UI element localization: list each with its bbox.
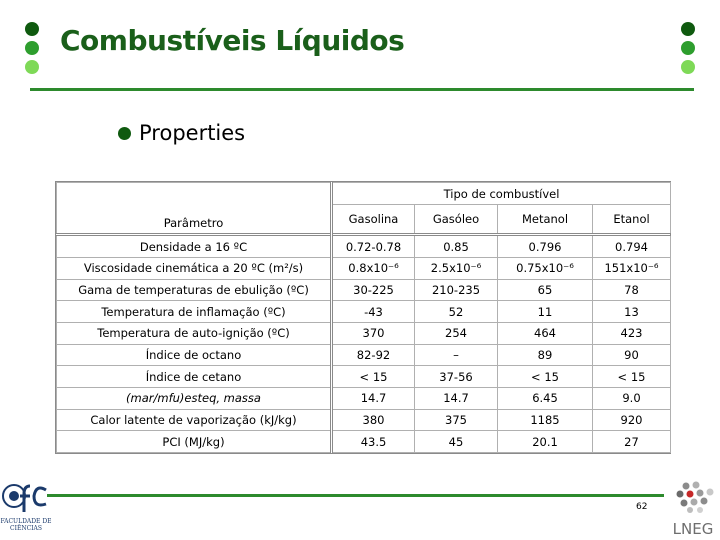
row-param: Temperatura de auto-ignição (ºC): [57, 323, 332, 345]
column-header-gasoleo: Gasóleo: [415, 205, 498, 235]
cell-value: 90: [593, 344, 671, 366]
table-row: [57, 344, 671, 366]
table-row: [57, 235, 671, 258]
fuel-type-group-header: Tipo de combustível: [332, 183, 671, 205]
title-divider: [30, 88, 694, 91]
cell-value: 423: [593, 323, 671, 345]
row-param: Viscosidade cinemática a 20 ºC (m²/s): [57, 258, 332, 280]
table-row: [57, 301, 671, 323]
row-param: Índice de octano: [57, 344, 332, 366]
decor-dot-left-1: [25, 22, 39, 36]
cell-value: 65: [498, 279, 593, 301]
cell-value: 210-235: [415, 279, 498, 301]
cell-value: 14.7: [415, 387, 498, 409]
cell-value: 1185: [498, 409, 593, 431]
row-param: Densidade a 16 ºC: [57, 235, 332, 258]
cell-value: 11: [498, 301, 593, 323]
cell-value: 920: [593, 409, 671, 431]
cell-value: 78: [593, 279, 671, 301]
row-param: Índice de cetano: [57, 366, 332, 388]
decor-dot-left-3: [25, 60, 39, 74]
cell-value: 43.5: [332, 431, 415, 453]
table-row: [57, 387, 671, 409]
table-row: [57, 431, 671, 453]
slide-title: Combustíveis Líquidos: [60, 24, 405, 57]
decor-dot-right-3: [681, 60, 695, 74]
cell-value: 0.75x10⁻⁶: [498, 258, 593, 280]
row-param: (mar/mfu)esteq, massa: [57, 387, 332, 409]
table-row: [57, 258, 671, 280]
row-param: PCI (MJ/kg): [57, 431, 332, 453]
cell-value: 2.5x10⁻⁶: [415, 258, 498, 280]
page-number: 62: [636, 502, 648, 512]
cell-value: 9.0: [593, 387, 671, 409]
cell-value: < 15: [498, 366, 593, 388]
cell-value: 89: [498, 344, 593, 366]
cell-value: 0.72-0.78: [332, 235, 415, 258]
cell-value: 14.7: [332, 387, 415, 409]
bullet-text: Properties: [139, 121, 246, 145]
cell-value: 375: [415, 409, 498, 431]
cell-value: 0.85: [415, 235, 498, 258]
decor-dot-left-2: [25, 41, 39, 55]
table-row: [57, 279, 671, 301]
table-row: [57, 409, 671, 431]
bullet-dot-icon: [118, 127, 131, 140]
cell-value: 52: [415, 301, 498, 323]
cell-value: 380: [332, 409, 415, 431]
cell-value: 151x10⁻⁶: [593, 258, 671, 280]
cell-value: 20.1: [498, 431, 593, 453]
table-row: [57, 366, 671, 388]
cell-value: 30-225: [332, 279, 415, 301]
cell-value: 0.794: [593, 235, 671, 258]
cell-value: -43: [332, 301, 415, 323]
footer-divider: [47, 494, 664, 497]
cell-value: 45: [415, 431, 498, 453]
cell-value: 464: [498, 323, 593, 345]
column-header-gasolina: Gasolina: [332, 205, 415, 235]
properties-table-container: [55, 181, 671, 454]
cell-value: 6.45: [498, 387, 593, 409]
faculdade-ciencias-caption: FACULDADE DE CIÊNCIAS: [0, 518, 52, 532]
decor-dot-right-1: [681, 22, 695, 36]
row-param: Gama de temperaturas de ebulição (ºC): [57, 279, 332, 301]
row-param: Calor latente de vaporização (kJ/kg): [57, 409, 332, 431]
cell-value: –: [415, 344, 498, 366]
lneg-logo-text: LNEG: [672, 520, 714, 538]
cell-value: < 15: [593, 366, 671, 388]
cell-value: < 15: [332, 366, 415, 388]
cell-value: 37-56: [415, 366, 498, 388]
properties-table: [56, 182, 671, 453]
column-header-etanol: Etanol: [593, 205, 671, 235]
cell-value: 27: [593, 431, 671, 453]
cell-value: 370: [332, 323, 415, 345]
cell-value: 254: [415, 323, 498, 345]
lneg-logo: [666, 480, 720, 538]
table-row: [57, 323, 671, 345]
decor-dot-right-2: [681, 41, 695, 55]
cell-value: 13: [593, 301, 671, 323]
cell-value: 82-92: [332, 344, 415, 366]
row-param: Temperatura de inflamação (ºC): [57, 301, 332, 323]
column-header-metanol: Metanol: [498, 205, 593, 235]
param-header: Parâmetro: [57, 183, 332, 235]
bullet-item: [118, 121, 245, 145]
cell-value: 0.8x10⁻⁶: [332, 258, 415, 280]
cell-value: 0.796: [498, 235, 593, 258]
